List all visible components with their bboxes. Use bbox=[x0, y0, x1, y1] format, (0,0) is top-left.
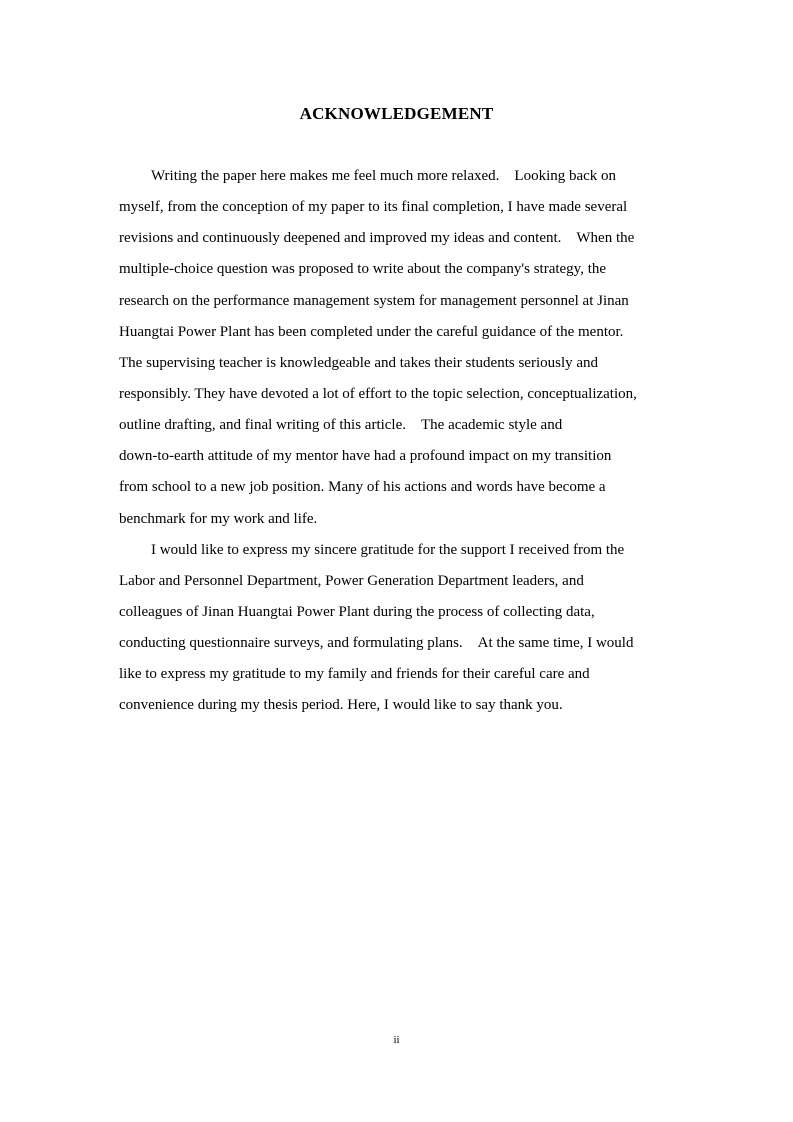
text-line: outline drafting, and final writing of this article. The academic style and bbox=[119, 417, 563, 434]
text-line: colleagues of Jinan Huangtai Power Plant during the process of collecting data, bbox=[119, 603, 595, 620]
text-line: down-to-earth attitude of my mentor have had a profound impact on my transition bbox=[119, 448, 612, 465]
text-line: from school to a new job position. Many of his actions and words have become a bbox=[119, 479, 606, 496]
text-line: convenience during my thesis period. Here, I would like to say thank you. bbox=[119, 697, 563, 714]
text-line: revisions and continuously deepened and improved my ideas and content. When the bbox=[119, 230, 635, 247]
text-line: myself, from the conception of my paper to its final completion, I have made several bbox=[119, 199, 628, 216]
text-line: Huangtai Power Plant has been completed under the careful guidance of the mentor. bbox=[119, 323, 624, 340]
text-line: I would like to express my sincere gratitude for the support I received from the bbox=[151, 541, 625, 558]
text-line: multiple-choice question was proposed to write about the company's strategy, the bbox=[119, 261, 607, 278]
text-line: The supervising teacher is knowledgeable and takes their students seriously and bbox=[119, 354, 599, 371]
body-text bbox=[119, 161, 684, 722]
text-line: conducting questionnaire surveys, and formulating plans. At the same time, I would bbox=[119, 635, 634, 652]
page-number: ii bbox=[393, 1034, 400, 1046]
text-line: research on the performance management system for management personnel at Jinan bbox=[119, 292, 629, 309]
text-line: benchmark for my work and life. bbox=[119, 510, 318, 527]
paragraph-1 bbox=[119, 161, 684, 535]
text-line: responsibly. They have devoted a lot of effort to the topic selection, conceptualization, bbox=[119, 385, 637, 402]
text-line: Labor and Personnel Department, Power Generation Department leaders, and bbox=[119, 572, 584, 589]
paragraph-2 bbox=[119, 535, 684, 722]
text-line: like to express my gratitude to my family and friends for their careful care and bbox=[119, 666, 590, 683]
text-line: Writing the paper here makes me feel much more relaxed. Looking back on bbox=[151, 168, 617, 184]
page-title: ACKNOWLEDGEMENT bbox=[299, 104, 494, 123]
